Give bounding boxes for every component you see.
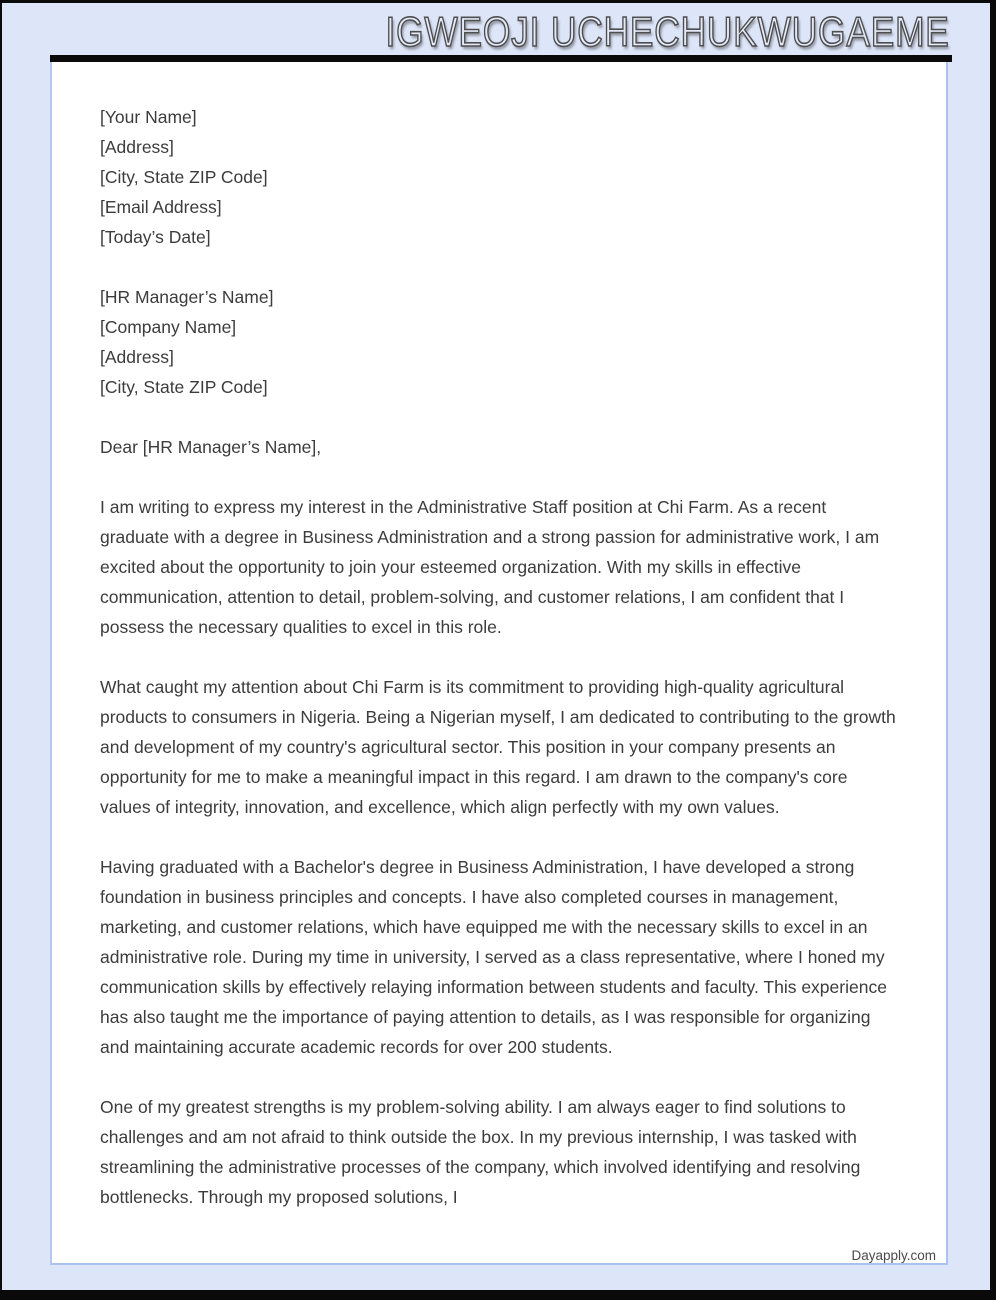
letter-paragraph: What caught my attention about Chi Farm is its commitment to providing high-quality agricultural products to consumers in Nigeria. Being a Nigerian myself, I am dedicated to contributing to the growth and development of my country's agricultural sector. This position in your company presents an opportunity for me to make a meaningful impact in this regard. I am drawn to the company's core values of integrity, innovation, and excellence, which align perfectly with my own values. xyxy=(100,677,896,817)
sender-email-line: [Email Address] xyxy=(100,197,222,217)
sender-block xyxy=(100,102,898,252)
letter-page xyxy=(50,62,948,1265)
recipient-block xyxy=(100,282,898,402)
letter-body xyxy=(52,62,946,1212)
recipient-name-line: [HR Manager’s Name] xyxy=(100,287,274,307)
sender-city-line: [City, State ZIP Code] xyxy=(100,167,268,187)
letter-paragraph: I am writing to express my interest in the Administrative Staff position at Chi Farm. As a recent graduate with a degree in Business Administration and a strong passion for administrative work, I am excited about the opportunity to join your esteemed organization. With my skills in effective communication, attention to detail, problem-solving, and customer relations, I am confident that I possess the necessary qualities to excel in this role. xyxy=(100,497,880,637)
sender-date-line: [Today’s Date] xyxy=(100,227,211,247)
sender-name-line: [Your Name] xyxy=(100,107,197,127)
letter-paragraph: One of my greatest strengths is my problem-solving ability. I am always eager to find solutions to challenges and am not afraid to think outside the box. In my previous internship, I was tasked with streamlining the administrative processes of the company, which involved identifying and resolving bottlenecks. Through my proposed solutions, I xyxy=(100,1097,861,1207)
recipient-city-line: [City, State ZIP Code] xyxy=(100,377,268,397)
letter-paragraph: Having graduated with a Bachelor's degree in Business Administration, I have developed a strong foundation in business principles and concepts. I have also completed courses in management, marketing, and customer relations, which have equipped me with the necessary skills to excel in an administrative role. During my time in university, I served as a class representative, where I honed my communication skills by effectively relaying information between students and faculty. This experience has also taught me the importance of paying attention to details, as I was responsible for organizing and maintaining accurate academic records for over 200 students. xyxy=(100,857,887,1057)
letterhead-name: IGWEOJI UCHECHUKWUGAEME xyxy=(385,8,950,55)
header-underline xyxy=(50,55,952,62)
document-canvas xyxy=(2,3,990,1290)
recipient-address-line: [Address] xyxy=(100,347,174,367)
recipient-company-line: [Company Name] xyxy=(100,317,237,337)
sender-address-line: [Address] xyxy=(100,137,174,157)
watermark-site-text: Dayapply.com xyxy=(851,1248,936,1263)
salutation: Dear [HR Manager’s Name], xyxy=(100,437,322,457)
